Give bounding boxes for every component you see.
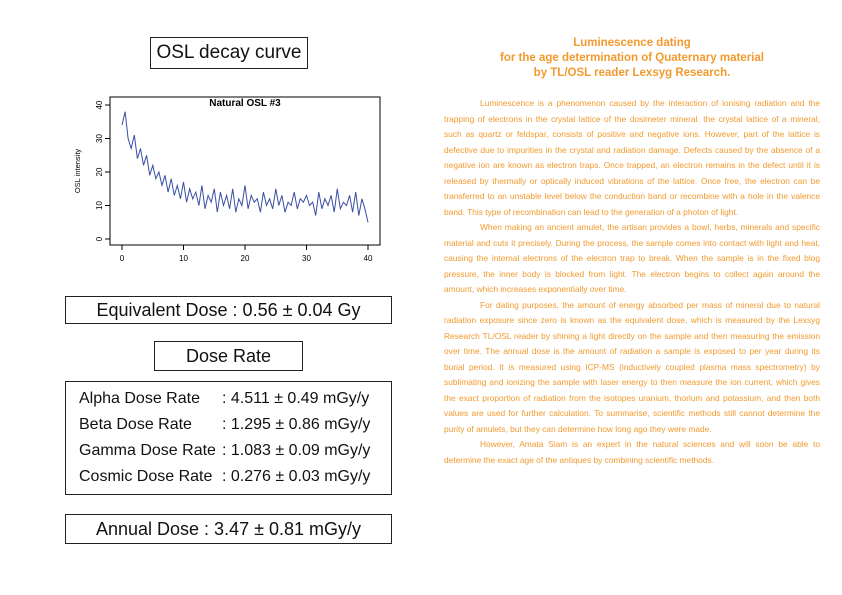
y-tick-label: 30 [95,134,105,143]
x-tick-label: 20 [240,254,250,263]
x-tick-label: 10 [179,254,188,263]
osl-decay-title: OSL decay curve [150,37,308,69]
dose-rate-label: Beta Dose Rate [79,416,192,433]
equivalent-dose: Equivalent Dose : 0.56 ± 0.04 Gy [65,296,392,324]
dose-rate-row [79,468,370,486]
article-title-line: by TL/OSL reader Lexsyg Research. [533,67,731,79]
dose-rate-value: : 0.276 ± 0.03 mGy/y [222,468,371,485]
y-tick-label: 10 [95,201,105,210]
dose-rate-row [79,442,370,460]
article-paragraph: When making an ancient amulet, the artisan provides a bowl, herbs, minerals and specific material and cuts it precisely. During the process, the sample comes into contact with light and heat, causing the internal electrons of the electron trap to break. When the sample is in the fixed blog pressure, the inner body is blocked from light. The electron begins to collect again around the amount, which increases exponentially over time. [444,222,820,294]
article-paragraph: Luminescence is a phenomenon caused by the interaction of ionising radiation and the trapping of electrons in the crystal lattice of the dosimeter mineral. the crystal lattice of a mineral, such as quartz or feldspar, consists of positive and negative ions. However, part of the lattice is defective due to impurities in the crystal and radiation damage. Defects caused by the absence of a negative ion are known as electron traps. Once trapped, an electron remains in the defect until it is released by thermally or optically induced vibrations of the lattice. Once free, the electron can be transferred to an unstable level below the conduction band or recombine with a hole in the valence band. This type of recombination can lead to the generation of a photon of light. [444,98,820,217]
dose-rate-row [79,390,369,408]
osl-decay-chart [70,90,390,275]
article-paragraph: However, Amata Siam is an expert in the natural sciences and will soon be able to determine the exact age of the antiques by combining scientific methods. [444,439,820,465]
annual-dose: Annual Dose : 3.47 ± 0.81 mGy/y [65,514,392,544]
dose-rate-row [79,416,370,434]
dose-rate-title: Dose Rate [154,341,303,371]
article-paragraph: For dating purposes, the amount of energy absorbed per mass of mineral due to natural radiation exposure since zero is known as the equivalent dose, which is measured by the Lexsyg Research TL/OSL reader by shining a light directly on the sample and then measuring the emission over time. The annual dose is the amount of radiation a sample is exposed to per year during its burial period. It is measured using ICP-MS (inductively coupled plasma mass spectrometry) by sublimating and ionizing the sample with laser energy to then measure the ion current, which gives the exact proportion of radiation from the isotopes uranium, thorium and potassium, and then both values are used for further calculation. To summarise, scientific methods still cannot determine the purity of amulets, but they can determine how long ago they were made. [444,299,820,434]
dose-rate-value: : 1.083 ± 0.09 mGy/y [222,442,371,459]
article-body [444,96,820,468]
dose-rate-label: Cosmic Dose Rate [79,468,213,485]
x-tick-label: 30 [302,254,311,263]
x-tick-label: 40 [363,254,373,263]
dose-rate-value: : 4.511 ± 0.49 mGy/y [222,390,370,407]
article-title-line: for the age determination of Quaternary material [500,52,764,64]
y-tick-label: 0 [95,236,105,242]
dose-rate-label: Gamma Dose Rate [79,442,216,459]
article-title [444,36,820,81]
dose-rate-value: : 1.295 ± 0.86 mGy/y [222,416,371,433]
series-line [122,112,368,223]
dose-rate-label: Alpha Dose Rate [79,390,200,407]
plot-frame [110,97,380,245]
dose-rate-table [65,381,392,495]
y-axis-label: OSL intensity [73,148,82,194]
x-tick-label: 0 [119,254,125,263]
y-tick-label: 40 [95,100,105,110]
article [444,36,820,468]
article-title-line: Luminescence dating [573,37,691,49]
chart-title: Natural OSL #3 [209,98,281,109]
y-tick-label: 20 [95,167,105,177]
